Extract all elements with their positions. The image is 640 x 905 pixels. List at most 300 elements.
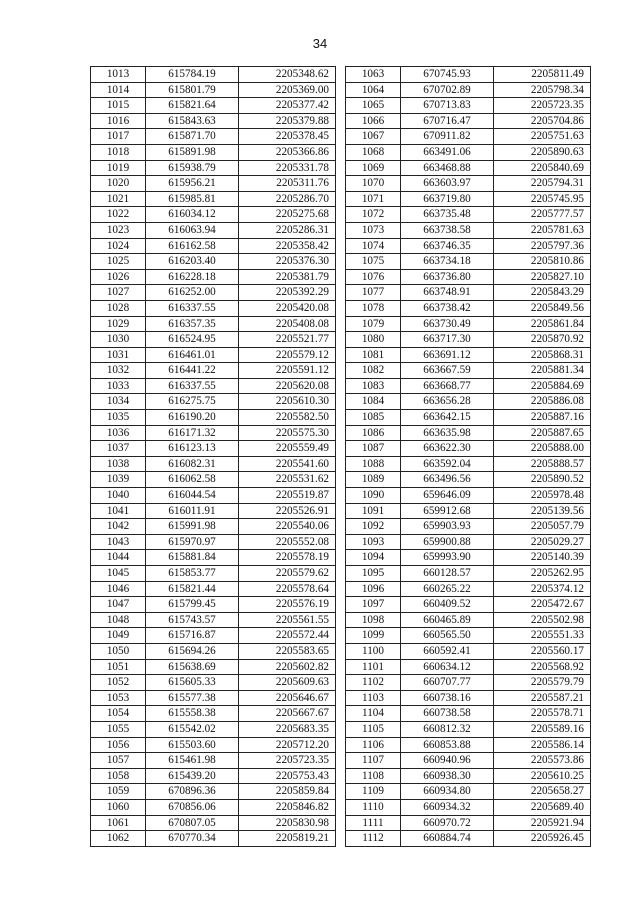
table-row [346, 597, 591, 613]
point-number-cell: 1106 [346, 737, 401, 753]
point-number-cell: 1097 [346, 597, 401, 613]
point-number-cell: 1019 [91, 160, 146, 176]
x-coordinate-cell: 616062.58 [146, 472, 239, 488]
y-coordinate-cell: 2205646.67 [239, 690, 336, 706]
table-row [91, 799, 336, 815]
y-coordinate-cell: 2205610.25 [494, 768, 591, 784]
y-coordinate-cell: 2205888.00 [494, 441, 591, 457]
x-coordinate-cell: 660265.22 [401, 581, 494, 597]
x-coordinate-cell: 615503.60 [146, 737, 239, 753]
point-number-cell: 1052 [91, 675, 146, 691]
y-coordinate-cell: 2205348.62 [239, 67, 336, 83]
table-row [346, 363, 591, 379]
point-number-cell: 1082 [346, 363, 401, 379]
table-row [346, 488, 591, 504]
y-coordinate-cell: 2205472.67 [494, 597, 591, 613]
point-number-cell: 1059 [91, 784, 146, 800]
y-coordinate-cell: 2205830.98 [239, 815, 336, 831]
table-row [91, 784, 336, 800]
x-coordinate-cell: 660938.30 [401, 768, 494, 784]
x-coordinate-cell: 670911.82 [401, 129, 494, 145]
x-coordinate-cell: 615821.44 [146, 581, 239, 597]
x-coordinate-cell: 616203.40 [146, 254, 239, 270]
table-row [346, 332, 591, 348]
y-coordinate-cell: 2205286.70 [239, 191, 336, 207]
table-row [346, 503, 591, 519]
x-coordinate-cell: 616171.32 [146, 425, 239, 441]
y-coordinate-cell: 2205887.16 [494, 410, 591, 426]
x-coordinate-cell: 660128.57 [401, 566, 494, 582]
table-row [346, 581, 591, 597]
y-coordinate-cell: 2205408.08 [239, 316, 336, 332]
x-coordinate-cell: 660565.50 [401, 628, 494, 644]
y-coordinate-cell: 2205794.31 [494, 176, 591, 192]
x-coordinate-cell: 663667.59 [401, 363, 494, 379]
table-row [346, 254, 591, 270]
point-number-cell: 1060 [91, 799, 146, 815]
table-row [91, 519, 336, 535]
point-number-cell: 1039 [91, 472, 146, 488]
x-coordinate-cell: 659993.90 [401, 550, 494, 566]
table-row [91, 363, 336, 379]
table-row [91, 581, 336, 597]
x-coordinate-cell: 660409.52 [401, 597, 494, 613]
y-coordinate-cell: 2205139.56 [494, 503, 591, 519]
table-row [91, 394, 336, 410]
point-number-cell: 1091 [346, 503, 401, 519]
point-number-cell: 1088 [346, 456, 401, 472]
y-coordinate-cell: 2205658.27 [494, 784, 591, 800]
point-number-cell: 1033 [91, 378, 146, 394]
point-number-cell: 1100 [346, 643, 401, 659]
table-row [346, 300, 591, 316]
x-coordinate-cell: 670713.83 [401, 98, 494, 114]
point-number-cell: 1028 [91, 300, 146, 316]
x-coordinate-cell: 615956.21 [146, 176, 239, 192]
table-row [346, 690, 591, 706]
point-number-cell: 1046 [91, 581, 146, 597]
y-coordinate-cell: 2205366.86 [239, 144, 336, 160]
y-coordinate-cell: 2205275.68 [239, 207, 336, 223]
point-number-cell: 1108 [346, 768, 401, 784]
point-number-cell: 1042 [91, 519, 146, 535]
y-coordinate-cell: 2205846.82 [239, 799, 336, 815]
table-row [346, 176, 591, 192]
table-row [91, 332, 336, 348]
point-number-cell: 1048 [91, 612, 146, 628]
table-row [91, 597, 336, 613]
y-coordinate-cell: 2205057.79 [494, 519, 591, 535]
point-number-cell: 1043 [91, 534, 146, 550]
x-coordinate-cell: 616190.20 [146, 410, 239, 426]
x-coordinate-cell: 615461.98 [146, 753, 239, 769]
table-row [91, 706, 336, 722]
y-coordinate-cell: 2205381.79 [239, 269, 336, 285]
y-coordinate-cell: 2205583.65 [239, 643, 336, 659]
point-number-cell: 1089 [346, 472, 401, 488]
x-coordinate-cell: 616034.12 [146, 207, 239, 223]
x-coordinate-cell: 615694.26 [146, 643, 239, 659]
y-coordinate-cell: 2205502.98 [494, 612, 591, 628]
y-coordinate-cell: 2205579.62 [239, 566, 336, 582]
x-coordinate-cell: 670745.93 [401, 67, 494, 83]
x-coordinate-cell: 615638.69 [146, 659, 239, 675]
table-row [346, 425, 591, 441]
x-coordinate-cell: 615577.38 [146, 690, 239, 706]
y-coordinate-cell: 2205589.16 [494, 721, 591, 737]
point-number-cell: 1096 [346, 581, 401, 597]
point-number-cell: 1014 [91, 82, 146, 98]
table-row [91, 441, 336, 457]
point-number-cell: 1090 [346, 488, 401, 504]
table-row [346, 519, 591, 535]
x-coordinate-cell: 663496.56 [401, 472, 494, 488]
y-coordinate-cell: 2205578.19 [239, 550, 336, 566]
x-coordinate-cell: 670807.05 [146, 815, 239, 831]
table-row [91, 628, 336, 644]
point-number-cell: 1073 [346, 222, 401, 238]
y-coordinate-cell: 2205810.86 [494, 254, 591, 270]
y-coordinate-cell: 2205377.42 [239, 98, 336, 114]
x-coordinate-cell: 616337.55 [146, 378, 239, 394]
x-coordinate-cell: 616123.13 [146, 441, 239, 457]
x-coordinate-cell: 615991.98 [146, 519, 239, 535]
table-row [346, 550, 591, 566]
point-number-cell: 1076 [346, 269, 401, 285]
point-number-cell: 1067 [346, 129, 401, 145]
point-number-cell: 1080 [346, 332, 401, 348]
table-row [91, 144, 336, 160]
point-number-cell: 1079 [346, 316, 401, 332]
point-number-cell: 1056 [91, 737, 146, 753]
y-coordinate-cell: 2205610.30 [239, 394, 336, 410]
x-coordinate-cell: 660738.58 [401, 706, 494, 722]
table-row [346, 410, 591, 426]
table-row [91, 566, 336, 582]
point-number-cell: 1101 [346, 659, 401, 675]
table-row [91, 753, 336, 769]
point-number-cell: 1095 [346, 566, 401, 582]
point-number-cell: 1053 [91, 690, 146, 706]
table-row [91, 67, 336, 83]
x-coordinate-cell: 663668.77 [401, 378, 494, 394]
x-coordinate-cell: 615558.38 [146, 706, 239, 722]
table-row [91, 456, 336, 472]
y-coordinate-cell: 2205561.55 [239, 612, 336, 628]
table-row [346, 207, 591, 223]
point-number-cell: 1081 [346, 347, 401, 363]
y-coordinate-cell: 2205331.78 [239, 160, 336, 176]
point-number-cell: 1032 [91, 363, 146, 379]
table-row [91, 300, 336, 316]
x-coordinate-cell: 616441.22 [146, 363, 239, 379]
point-number-cell: 1045 [91, 566, 146, 582]
point-number-cell: 1029 [91, 316, 146, 332]
x-coordinate-cell: 616162.58 [146, 238, 239, 254]
table-row [91, 254, 336, 270]
y-coordinate-cell: 2205781.63 [494, 222, 591, 238]
point-number-cell: 1107 [346, 753, 401, 769]
table-row [91, 690, 336, 706]
x-coordinate-cell: 663622.30 [401, 441, 494, 457]
x-coordinate-cell: 615801.79 [146, 82, 239, 98]
x-coordinate-cell: 663719.80 [401, 191, 494, 207]
y-coordinate-cell: 2205753.43 [239, 768, 336, 784]
table-row [91, 768, 336, 784]
x-coordinate-cell: 663736.80 [401, 269, 494, 285]
x-coordinate-cell: 660812.32 [401, 721, 494, 737]
table-row [346, 144, 591, 160]
table-row [346, 799, 591, 815]
y-coordinate-cell: 2205868.31 [494, 347, 591, 363]
point-number-cell: 1055 [91, 721, 146, 737]
x-coordinate-cell: 663491.06 [401, 144, 494, 160]
y-coordinate-cell: 2205582.50 [239, 410, 336, 426]
y-coordinate-cell: 2205392.29 [239, 285, 336, 301]
point-number-cell: 1077 [346, 285, 401, 301]
table-row [346, 269, 591, 285]
table-row [346, 347, 591, 363]
y-coordinate-cell: 2205819.21 [239, 831, 336, 847]
y-coordinate-cell: 2205519.87 [239, 488, 336, 504]
table-row [91, 643, 336, 659]
x-coordinate-cell: 663592.04 [401, 456, 494, 472]
point-number-cell: 1065 [346, 98, 401, 114]
point-number-cell: 1111 [346, 815, 401, 831]
x-coordinate-cell: 615716.87 [146, 628, 239, 644]
point-number-cell: 1024 [91, 238, 146, 254]
y-coordinate-cell: 2205884.69 [494, 378, 591, 394]
coordinates-table-right [345, 66, 591, 847]
table-row [346, 784, 591, 800]
point-number-cell: 1074 [346, 238, 401, 254]
y-coordinate-cell: 2205881.34 [494, 363, 591, 379]
x-coordinate-cell: 660707.77 [401, 675, 494, 691]
table-row [91, 675, 336, 691]
point-number-cell: 1075 [346, 254, 401, 270]
y-coordinate-cell: 2205978.48 [494, 488, 591, 504]
table-row [91, 316, 336, 332]
table-row [346, 160, 591, 176]
point-number-cell: 1044 [91, 550, 146, 566]
y-coordinate-cell: 2205551.33 [494, 628, 591, 644]
x-coordinate-cell: 660884.74 [401, 831, 494, 847]
y-coordinate-cell: 2205560.17 [494, 643, 591, 659]
table-row [91, 207, 336, 223]
x-coordinate-cell: 663603.97 [401, 176, 494, 192]
table-row [346, 628, 591, 644]
x-coordinate-cell: 659646.09 [401, 488, 494, 504]
table-row [91, 238, 336, 254]
y-coordinate-cell: 2205811.49 [494, 67, 591, 83]
x-coordinate-cell: 660940.96 [401, 753, 494, 769]
x-coordinate-cell: 615970.97 [146, 534, 239, 550]
table-row [91, 831, 336, 847]
x-coordinate-cell: 660934.80 [401, 784, 494, 800]
point-number-cell: 1058 [91, 768, 146, 784]
y-coordinate-cell: 2205541.60 [239, 456, 336, 472]
point-number-cell: 1085 [346, 410, 401, 426]
point-number-cell: 1034 [91, 394, 146, 410]
table-row [346, 706, 591, 722]
point-number-cell: 1070 [346, 176, 401, 192]
y-coordinate-cell: 2205704.86 [494, 113, 591, 129]
table-row [91, 659, 336, 675]
y-coordinate-cell: 2205840.69 [494, 160, 591, 176]
point-number-cell: 1087 [346, 441, 401, 457]
x-coordinate-cell: 659903.93 [401, 519, 494, 535]
y-coordinate-cell: 2205888.57 [494, 456, 591, 472]
table-row [346, 394, 591, 410]
point-number-cell: 1102 [346, 675, 401, 691]
y-coordinate-cell: 2205620.08 [239, 378, 336, 394]
point-number-cell: 1103 [346, 690, 401, 706]
y-coordinate-cell: 2205526.91 [239, 503, 336, 519]
coordinates-table-left [90, 66, 336, 847]
point-number-cell: 1050 [91, 643, 146, 659]
point-number-cell: 1072 [346, 207, 401, 223]
table-row [91, 472, 336, 488]
point-number-cell: 1094 [346, 550, 401, 566]
point-number-cell: 1018 [91, 144, 146, 160]
point-number-cell: 1063 [346, 67, 401, 83]
point-number-cell: 1057 [91, 753, 146, 769]
table-row [91, 98, 336, 114]
table-row [91, 612, 336, 628]
x-coordinate-cell: 663717.30 [401, 332, 494, 348]
point-number-cell: 1098 [346, 612, 401, 628]
x-coordinate-cell: 616357.35 [146, 316, 239, 332]
y-coordinate-cell: 2205859.84 [239, 784, 336, 800]
x-coordinate-cell: 615871.70 [146, 129, 239, 145]
table-row [91, 129, 336, 145]
y-coordinate-cell: 2205667.67 [239, 706, 336, 722]
y-coordinate-cell: 2205140.39 [494, 550, 591, 566]
y-coordinate-cell: 2205029.27 [494, 534, 591, 550]
y-coordinate-cell: 2205827.10 [494, 269, 591, 285]
x-coordinate-cell: 615439.20 [146, 768, 239, 784]
table-row [346, 456, 591, 472]
y-coordinate-cell: 2205591.12 [239, 363, 336, 379]
table-row [91, 378, 336, 394]
x-coordinate-cell: 616275.75 [146, 394, 239, 410]
table-row [346, 129, 591, 145]
y-coordinate-cell: 2205689.40 [494, 799, 591, 815]
x-coordinate-cell: 663735.48 [401, 207, 494, 223]
table-row [346, 441, 591, 457]
x-coordinate-cell: 615881.84 [146, 550, 239, 566]
y-coordinate-cell: 2205521.77 [239, 332, 336, 348]
table-row [346, 753, 591, 769]
y-coordinate-cell: 2205798.34 [494, 82, 591, 98]
table-row [346, 815, 591, 831]
table-row [346, 659, 591, 675]
point-number-cell: 1030 [91, 332, 146, 348]
x-coordinate-cell: 663734.18 [401, 254, 494, 270]
table-row [346, 113, 591, 129]
table-row [346, 285, 591, 301]
point-number-cell: 1105 [346, 721, 401, 737]
x-coordinate-cell: 616044.54 [146, 488, 239, 504]
x-coordinate-cell: 615821.64 [146, 98, 239, 114]
point-number-cell: 1112 [346, 831, 401, 847]
y-coordinate-cell: 2205849.56 [494, 300, 591, 316]
y-coordinate-cell: 2205745.95 [494, 191, 591, 207]
table-row [346, 612, 591, 628]
page-number: 34 [312, 36, 328, 51]
x-coordinate-cell: 670856.06 [146, 799, 239, 815]
point-number-cell: 1025 [91, 254, 146, 270]
point-number-cell: 1061 [91, 815, 146, 831]
point-number-cell: 1054 [91, 706, 146, 722]
point-number-cell: 1017 [91, 129, 146, 145]
y-coordinate-cell: 2205262.95 [494, 566, 591, 582]
x-coordinate-cell: 660592.41 [401, 643, 494, 659]
y-coordinate-cell: 2205572.44 [239, 628, 336, 644]
y-coordinate-cell: 2205374.12 [494, 581, 591, 597]
point-number-cell: 1071 [346, 191, 401, 207]
y-coordinate-cell: 2205552.08 [239, 534, 336, 550]
x-coordinate-cell: 663656.28 [401, 394, 494, 410]
y-coordinate-cell: 2205531.62 [239, 472, 336, 488]
table-row [346, 566, 591, 582]
point-number-cell: 1038 [91, 456, 146, 472]
y-coordinate-cell: 2205573.86 [494, 753, 591, 769]
point-number-cell: 1068 [346, 144, 401, 160]
x-coordinate-cell: 615784.19 [146, 67, 239, 83]
point-number-cell: 1047 [91, 597, 146, 613]
point-number-cell: 1021 [91, 191, 146, 207]
y-coordinate-cell: 2205578.71 [494, 706, 591, 722]
table-row [91, 550, 336, 566]
table-row [91, 737, 336, 753]
point-number-cell: 1062 [91, 831, 146, 847]
table-row [346, 82, 591, 98]
y-coordinate-cell: 2205568.92 [494, 659, 591, 675]
y-coordinate-cell: 2205559.49 [239, 441, 336, 457]
point-number-cell: 1035 [91, 410, 146, 426]
point-number-cell: 1086 [346, 425, 401, 441]
point-number-cell: 1041 [91, 503, 146, 519]
point-number-cell: 1037 [91, 441, 146, 457]
table-row [91, 160, 336, 176]
x-coordinate-cell: 663642.15 [401, 410, 494, 426]
x-coordinate-cell: 616011.91 [146, 503, 239, 519]
point-number-cell: 1051 [91, 659, 146, 675]
x-coordinate-cell: 616337.55 [146, 300, 239, 316]
x-coordinate-cell: 663746.35 [401, 238, 494, 254]
table-row [346, 378, 591, 394]
y-coordinate-cell: 2205540.06 [239, 519, 336, 535]
table-row [91, 534, 336, 550]
point-number-cell: 1016 [91, 113, 146, 129]
point-number-cell: 1109 [346, 784, 401, 800]
x-coordinate-cell: 663748.91 [401, 285, 494, 301]
x-coordinate-cell: 663738.42 [401, 300, 494, 316]
y-coordinate-cell: 2205777.57 [494, 207, 591, 223]
y-coordinate-cell: 2205870.92 [494, 332, 591, 348]
table-row [91, 113, 336, 129]
table-row [346, 98, 591, 114]
x-coordinate-cell: 663730.49 [401, 316, 494, 332]
table-row [346, 238, 591, 254]
y-coordinate-cell: 2205683.35 [239, 721, 336, 737]
table-row [346, 191, 591, 207]
x-coordinate-cell: 660934.32 [401, 799, 494, 815]
y-coordinate-cell: 2205311.76 [239, 176, 336, 192]
y-coordinate-cell: 2205420.08 [239, 300, 336, 316]
x-coordinate-cell: 660738.16 [401, 690, 494, 706]
